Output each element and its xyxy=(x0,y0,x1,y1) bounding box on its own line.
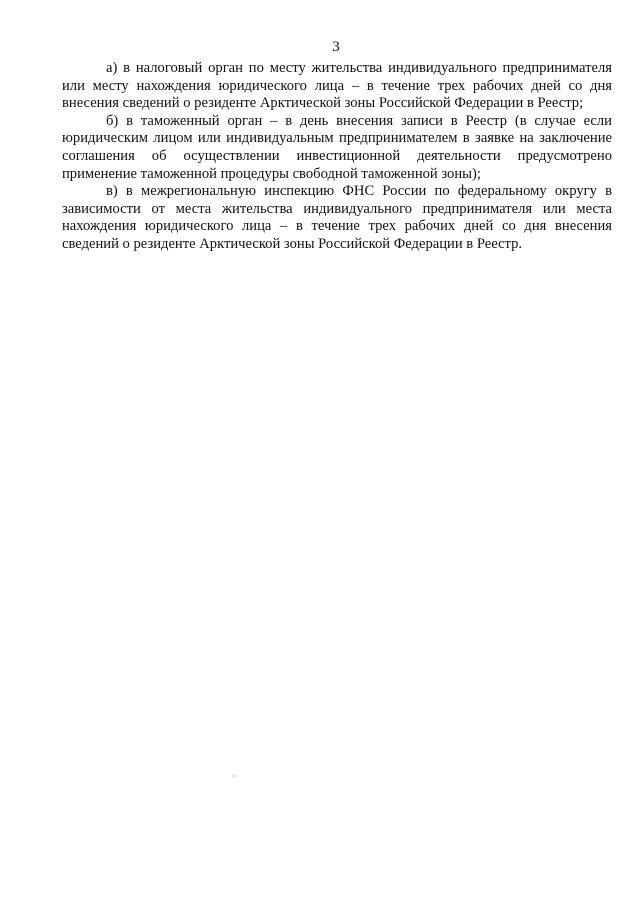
page-number: 3 xyxy=(332,39,340,55)
paragraph-v: в) в межрегиональную инспекцию ФНС России по федеральному округу в зависимости от места жительства индивидуального предпринимателя или места нахождения юридического лица – в течение трех рабочих дней со дня внесения сведений о резиденте Арктической зоны Российской Федерации в Реестр. xyxy=(62,183,612,252)
paragraph-a: а) в налоговый орган по месту жительства индивидуального предпринимателя или месту нахождения юридического лица – в течение трех рабочих дней со дня внесения сведений о резиденте Арктической зоны Российской Федерации в Реестр; xyxy=(62,60,612,112)
document-body xyxy=(62,60,612,254)
paragraph-b: б) в таможенный орган – в день внесения записи в Реестр (в случае если юридическим лицом или индивидуальным предпринимателем в заявке на заключение соглашения об осуществлении инвестиционной деятельности предусмотрено применение таможенной процедуры свободной таможенной зоны); xyxy=(62,112,612,182)
scan-speck xyxy=(233,775,234,777)
